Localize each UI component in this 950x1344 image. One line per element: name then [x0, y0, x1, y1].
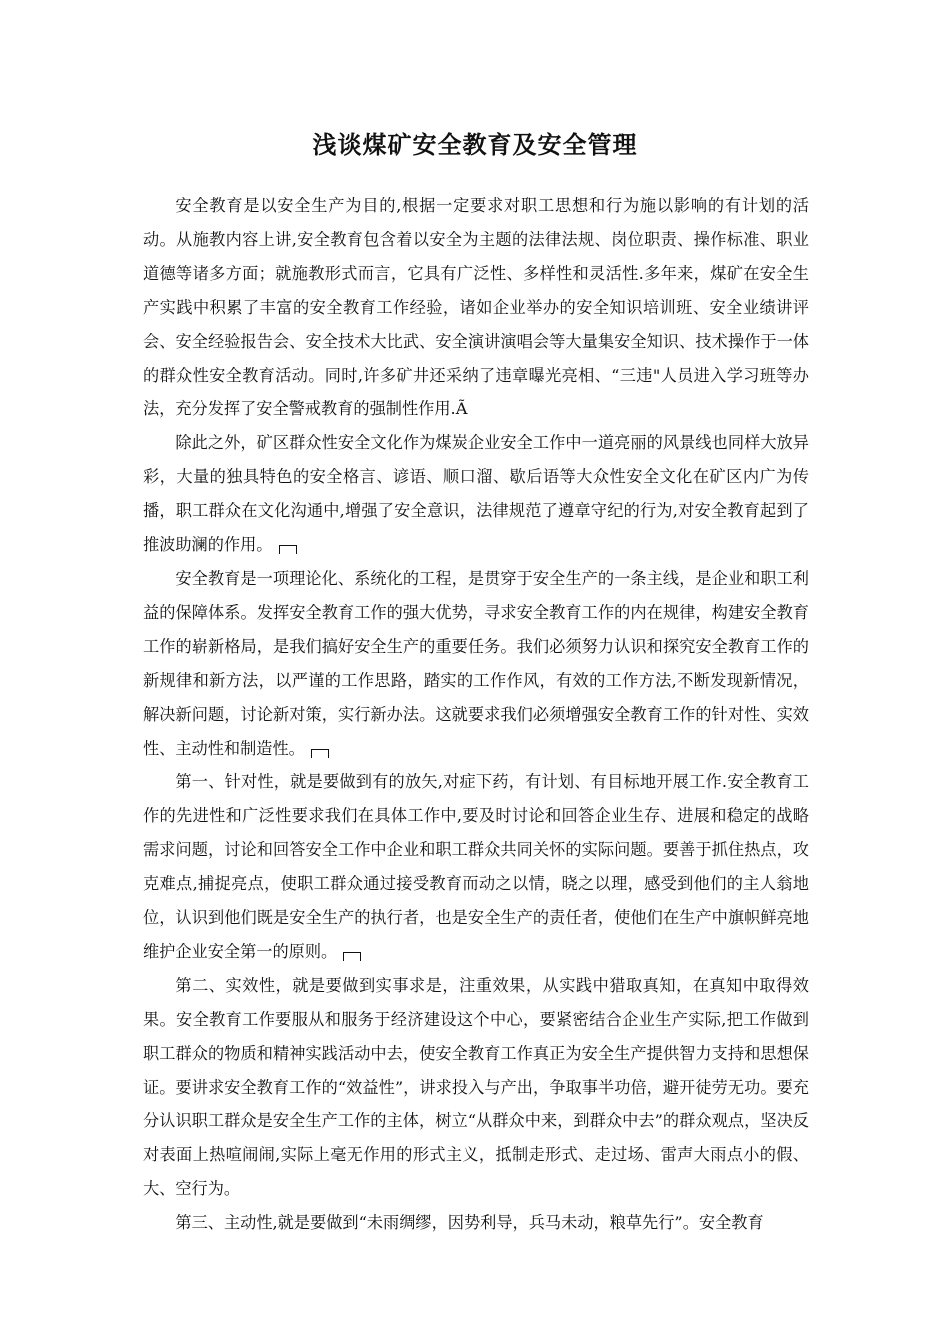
paragraph-end-mark-icon — [311, 749, 329, 758]
paragraph-4 — [143, 765, 809, 968]
paragraph-4-text: 第一、针对性，就是要做到有的放矢,对症下药，有计划、有目标地开展工作.安全教育工作的先进性和广泛性要求我们在具体工作中,要及时讨论和回答企业生存、进展和稳定的战略需求问题，讨论和回答安全工作中企业和职工群众共同关怀的实际问题。要善于抓住热点，攻克难点,捕捉亮点，使职工群众通过接受教育而动之以情，晓之以理，感受到他们的主人翁地位，认识到他们既是安全生产的执行者，也是安全生产的责任者，使他们在生产中旗帜鲜亮地维护企业安全第一的原则。 — [143, 772, 809, 961]
paragraph-6-text: 第三、主动性,就是要做到“未雨绸缪，因势利导，兵马未动，粮草先行”。安全教育 — [175, 1213, 764, 1233]
paragraph-1 — [143, 189, 809, 426]
document-title: 浅谈煤矿安全教育及安全管理 — [312, 130, 638, 159]
paragraph-2-text: 除此之外，矿区群众性安全文化作为煤炭企业安全工作中一道亮丽的风景线也同样大放异彩，大量的独具特色的安全格言、谚语、顺口溜、歇后语等大众性安全文化在矿区内广为传播，职工群众在文化沟通中,增强了安全意识，法律规范了遵章守纪的行为,对安全教育起到了推波助澜的作用。 — [143, 433, 809, 555]
paragraph-5-text: 第二、实效性，就是要做到实事求是，注重效果，从实践中猎取真知，在真知中取得效果。安全教育工作要服从和服务于经济建设这个中心，要紧密结合企业生产实际,把工作做到职工群众的物质和精神实践活动中去，使安全教育工作真正为安全生产提供智力支持和思想保证。要讲求安全教育工作的“效益性”，讲求投入与产出，争取事半功倍，避开徒劳无功。要充分认识职工群众是安全生产工作的主体，树立“从群众中来，到群众中去”的群众观点，坚决反对表面上热喧闹闹,实际上毫无作用的形式主义，抵制走形式、走过场、雷声大雨点小的假、大、空行为。 — [143, 975, 809, 1199]
paragraph-3 — [143, 562, 809, 765]
paragraph-end-mark-icon — [279, 545, 297, 554]
paragraph-end-mark-icon — [343, 952, 361, 961]
paragraph-6 — [143, 1206, 809, 1240]
paragraph-5 — [143, 969, 809, 1206]
paragraph-1-text: 安全教育是以安全生产为目的,根据一定要求对职工思想和行为施以影响的有计划的活动。从施教内容上讲,安全教育包含着以安全为主题的法律法规、岗位职责、操作标准、职业道德等诸多方面；就施教形式而言，它具有广泛性、多样性和灵活性.多年来，煤矿在安全生产实践中积累了丰富的安全教育工作经验，诸如企业举办的安全知识培训班、安全业绩讲评会、安全经验报告会、安全技术大比武、安全演讲演唱会等大量集安全知识、技术操作于一体的群众性安全教育活动。同时,许多矿井还采纳了违章曝光亮相、“三违"人员进入学习班等办法，充分发挥了安全警戒教育的强制性作用.Ã — [143, 196, 809, 419]
paragraph-2 — [143, 426, 809, 562]
document-body — [143, 189, 809, 1240]
paragraph-3-text: 安全教育是一项理论化、系统化的工程，是贯穿于安全生产的一条主线，是企业和职工利益的保障体系。发挥安全教育工作的强大优势，寻求安全教育工作的内在规律，构建安全教育工作的崭新格局，是我们搞好安全生产的重要任务。我们必须努力认识和探究安全教育工作的新规律和新方法，以严谨的工作思路，踏实的工作作风，有效的工作方法,不断发现新情况，解决新问题，讨论新对策，实行新办法。这就要求我们必须增强安全教育工作的针对性、实效性、主动性和制造性。 — [143, 568, 809, 758]
